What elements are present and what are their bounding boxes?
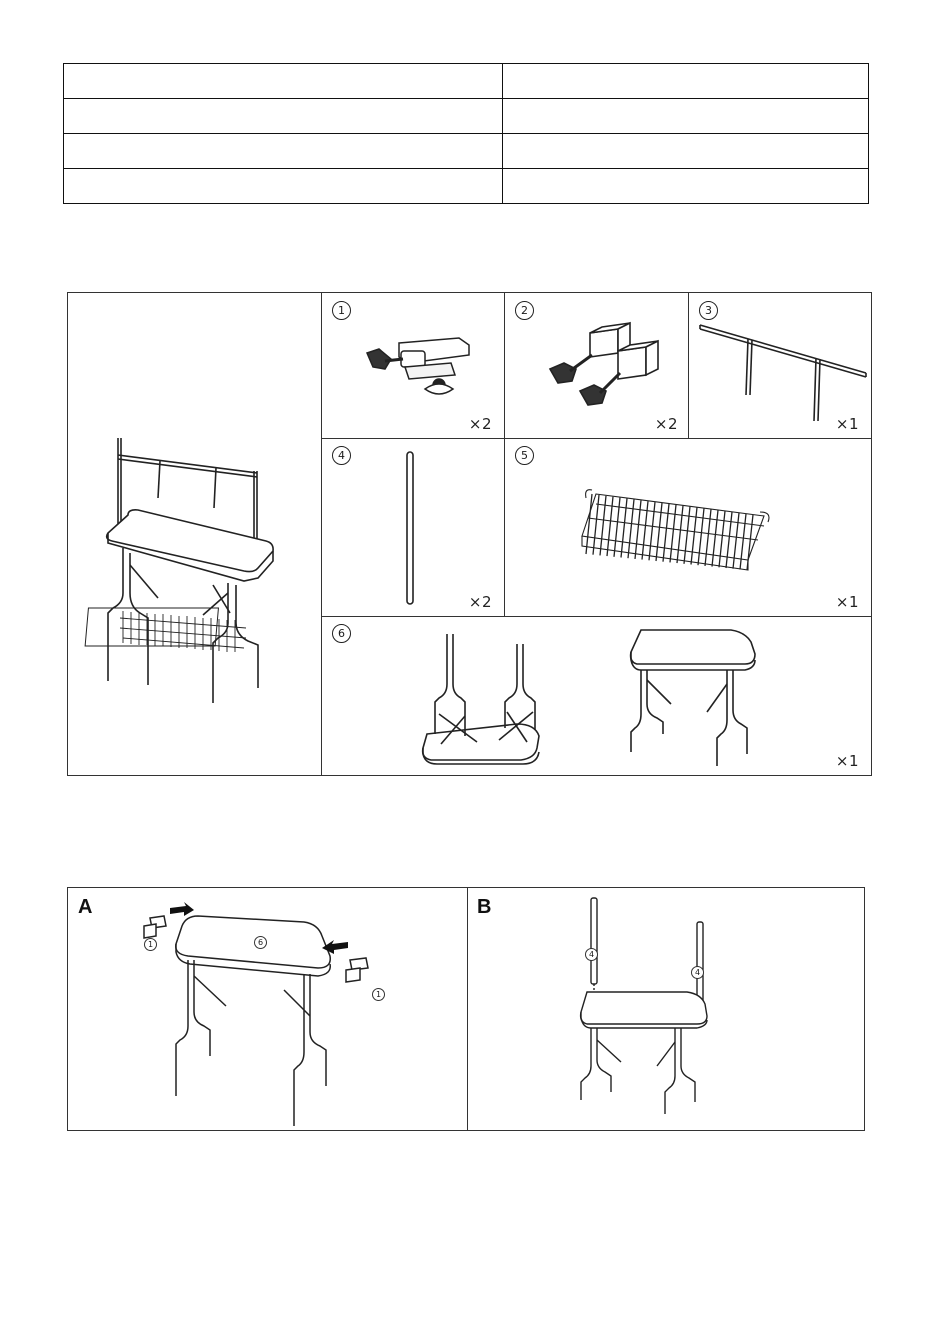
basket-wire <box>593 495 599 555</box>
parts-list-panel <box>67 292 872 776</box>
basket-wire <box>698 508 704 565</box>
assembly-steps-panel <box>67 887 865 1131</box>
storage-basket-illustration <box>578 482 778 582</box>
part-number: 3 <box>699 301 718 320</box>
table-cell <box>503 64 869 99</box>
upright-pole-illustration <box>405 450 417 610</box>
connector-block-illustration <box>540 321 660 411</box>
part-quantity: ×2 <box>468 593 492 611</box>
part-cell-2 <box>504 293 688 438</box>
spec-table <box>63 63 869 204</box>
table-cell <box>64 134 503 169</box>
part-quantity: ×1 <box>835 752 859 770</box>
part-quantity: ×2 <box>654 415 678 433</box>
table-row <box>64 169 869 204</box>
table-cell <box>64 99 503 134</box>
part-number: 1 <box>332 301 351 320</box>
folded-table-illustration <box>417 624 557 764</box>
step-b-table-illustration <box>577 896 737 1118</box>
callout-number: 6 <box>254 936 267 949</box>
basket-wire <box>705 509 711 566</box>
table-row <box>64 64 869 99</box>
callout-number: 4 <box>585 948 598 961</box>
callout-number: 1 <box>144 938 157 951</box>
basket-wire <box>719 511 725 567</box>
part-quantity: ×2 <box>468 415 492 433</box>
basket-wire <box>733 513 739 569</box>
table-cell <box>64 64 503 99</box>
part-number: 2 <box>515 301 534 320</box>
part-number: 5 <box>515 446 534 465</box>
step-a <box>68 888 467 1130</box>
step-b <box>467 888 864 1130</box>
table-cell <box>503 134 869 169</box>
table-row <box>64 99 869 134</box>
callout-number: 1 <box>372 988 385 1001</box>
basket-wire <box>740 514 746 570</box>
step-label: A <box>78 896 93 918</box>
basket-wire <box>726 512 732 568</box>
part-cell-5 <box>504 438 871 616</box>
table-row <box>64 134 869 169</box>
part-cell-3 <box>688 293 871 438</box>
basket-wire <box>586 494 592 554</box>
step-label: B <box>477 896 492 918</box>
part-quantity: ×1 <box>835 593 859 611</box>
step-a-table-illustration <box>134 896 394 1128</box>
basket-wire <box>747 515 753 570</box>
part-cell-1 <box>321 293 504 438</box>
table-cell <box>503 99 869 134</box>
callout-number: 4 <box>691 966 704 979</box>
part-number: 4 <box>332 446 351 465</box>
folding-table-illustration <box>627 624 767 770</box>
part-cell-6 <box>321 616 871 775</box>
part-quantity: ×1 <box>835 415 859 433</box>
table-cell <box>503 169 869 204</box>
basket-wire <box>712 510 718 566</box>
assembled-table-illustration <box>68 293 321 775</box>
table-cell <box>64 169 503 204</box>
part-cell-4 <box>321 438 504 616</box>
part-number: 6 <box>332 624 351 643</box>
clamp-illustration <box>359 323 479 413</box>
